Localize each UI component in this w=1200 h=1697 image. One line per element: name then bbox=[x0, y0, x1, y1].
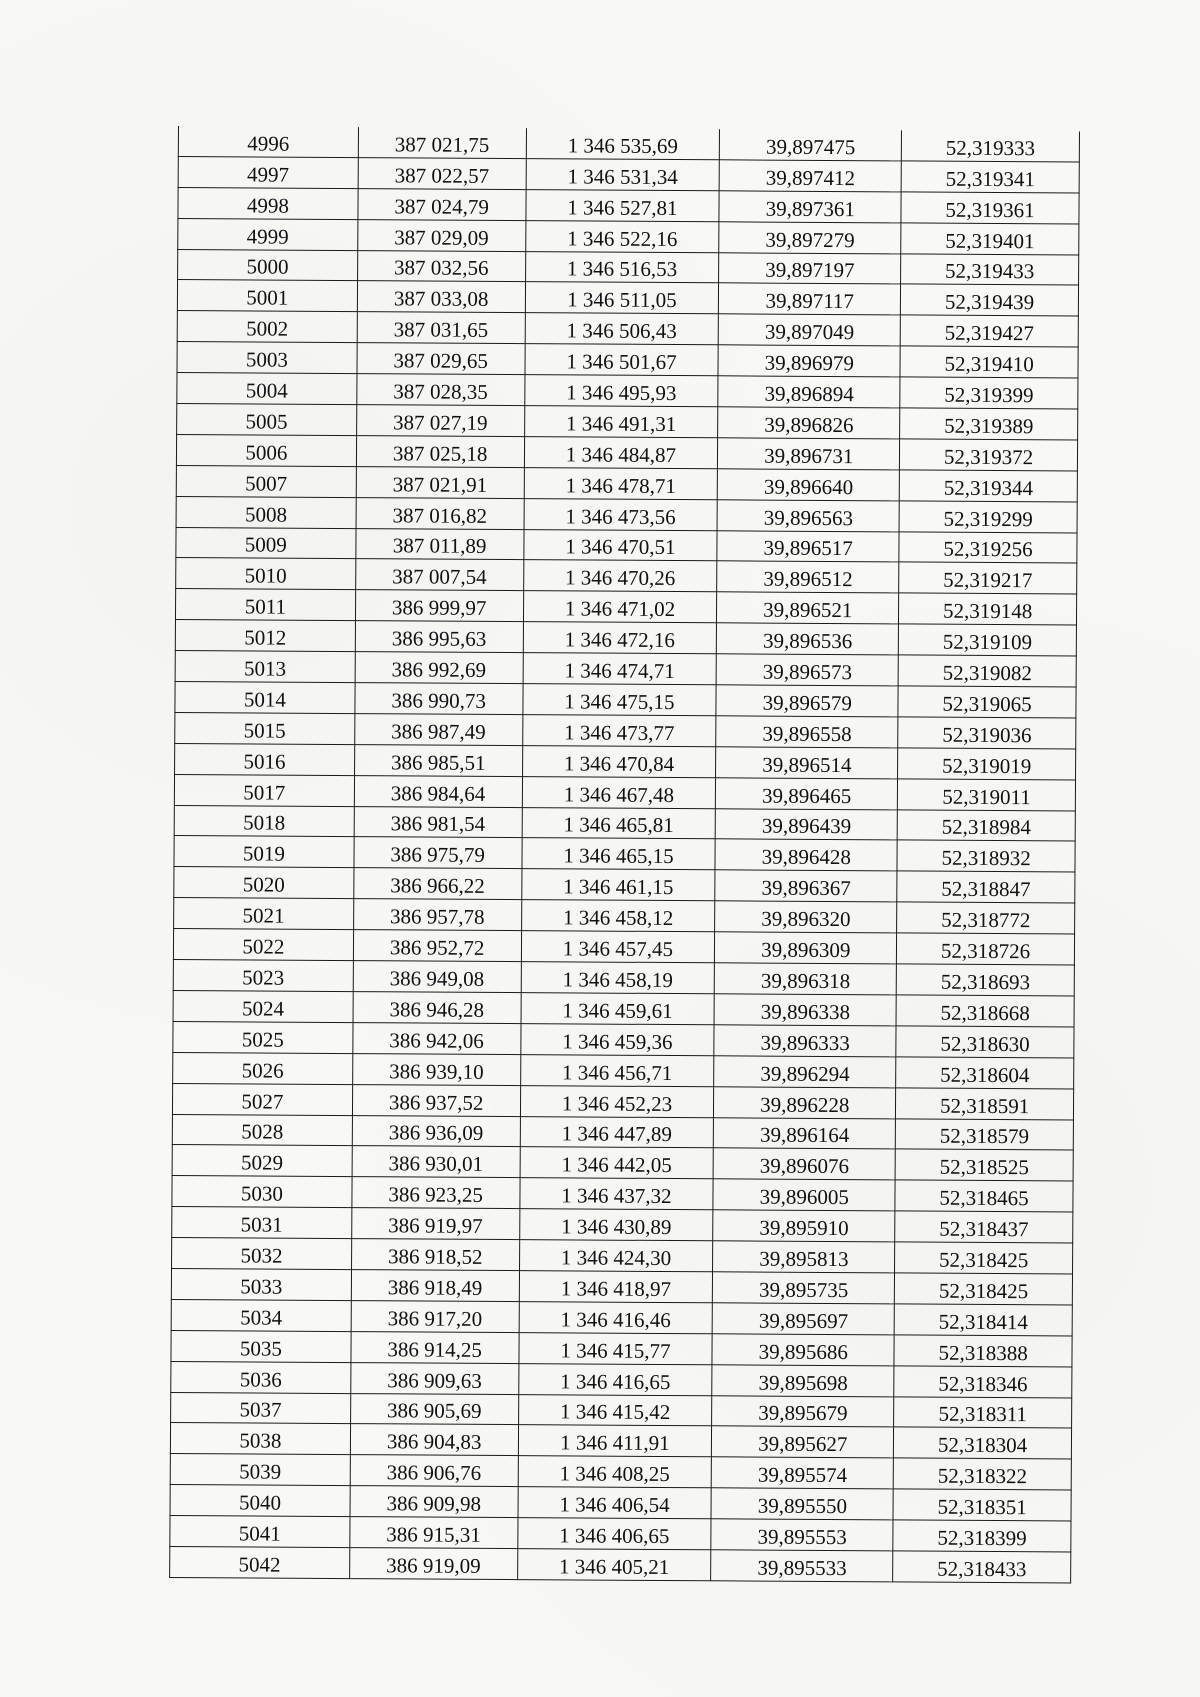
point-number-cell: 5006 bbox=[176, 434, 356, 466]
longitude-cell: 39,895813 bbox=[713, 1241, 895, 1273]
point-number-cell: 5034 bbox=[171, 1299, 351, 1331]
x-coordinate-cell: 386 985,51 bbox=[354, 744, 522, 776]
longitude-cell: 39,896517 bbox=[717, 530, 899, 562]
x-coordinate-cell: 386 992,69 bbox=[355, 652, 523, 684]
point-number-cell: 5031 bbox=[172, 1207, 352, 1239]
point-number-cell: 5001 bbox=[177, 280, 357, 312]
y-coordinate-cell: 1 346 415,42 bbox=[518, 1394, 712, 1426]
y-coordinate-cell: 1 346 457,45 bbox=[521, 931, 715, 963]
longitude-cell: 39,896076 bbox=[713, 1148, 895, 1180]
y-coordinate-cell: 1 346 456,71 bbox=[520, 1054, 714, 1086]
latitude-cell: 52,319148 bbox=[899, 593, 1077, 625]
x-coordinate-cell: 386 937,52 bbox=[352, 1084, 520, 1116]
latitude-cell: 52,318726 bbox=[897, 933, 1075, 965]
x-coordinate-cell: 387 021,75 bbox=[358, 127, 526, 158]
longitude-cell: 39,895910 bbox=[713, 1210, 895, 1242]
longitude-cell: 39,896338 bbox=[714, 994, 896, 1026]
x-coordinate-cell: 387 024,79 bbox=[358, 188, 526, 220]
y-coordinate-cell: 1 346 473,56 bbox=[524, 498, 718, 530]
longitude-cell: 39,896333 bbox=[714, 1025, 896, 1057]
latitude-cell: 52,318932 bbox=[897, 840, 1075, 872]
point-number-cell: 5003 bbox=[177, 342, 357, 374]
latitude-cell: 52,319433 bbox=[901, 253, 1079, 285]
y-coordinate-cell: 1 346 442,05 bbox=[520, 1147, 714, 1179]
latitude-cell: 52,318414 bbox=[894, 1304, 1072, 1336]
point-number-cell: 5040 bbox=[170, 1485, 350, 1517]
y-coordinate-cell: 1 346 458,12 bbox=[521, 900, 715, 932]
longitude-cell: 39,896164 bbox=[714, 1117, 896, 1149]
latitude-cell: 52,318425 bbox=[895, 1273, 1073, 1305]
point-number-cell: 5000 bbox=[178, 249, 358, 281]
x-coordinate-cell: 387 027,19 bbox=[356, 405, 524, 437]
x-coordinate-cell: 386 904,83 bbox=[350, 1424, 518, 1456]
longitude-cell: 39,895697 bbox=[713, 1303, 895, 1335]
x-coordinate-cell: 387 011,89 bbox=[356, 528, 524, 560]
point-number-cell: 5017 bbox=[174, 774, 354, 806]
longitude-cell: 39,896894 bbox=[718, 376, 900, 408]
y-coordinate-cell: 1 346 406,54 bbox=[518, 1487, 712, 1519]
y-coordinate-cell: 1 346 531,34 bbox=[526, 159, 720, 191]
y-coordinate-cell: 1 346 478,71 bbox=[524, 467, 718, 499]
x-coordinate-cell: 386 905,69 bbox=[350, 1393, 518, 1425]
latitude-cell: 52,318847 bbox=[897, 871, 1075, 903]
latitude-cell: 52,319256 bbox=[899, 531, 1077, 563]
y-coordinate-cell: 1 346 452,23 bbox=[520, 1085, 714, 1117]
y-coordinate-cell: 1 346 484,87 bbox=[524, 437, 718, 469]
longitude-cell: 39,895679 bbox=[712, 1395, 894, 1427]
longitude-cell: 39,896826 bbox=[718, 407, 900, 439]
latitude-cell: 52,319065 bbox=[898, 686, 1076, 718]
y-coordinate-cell: 1 346 472,16 bbox=[523, 622, 717, 654]
latitude-cell: 52,318351 bbox=[893, 1489, 1071, 1521]
y-coordinate-cell: 1 346 491,31 bbox=[524, 406, 718, 438]
latitude-cell: 52,318579 bbox=[895, 1118, 1073, 1150]
point-number-cell: 5038 bbox=[170, 1423, 350, 1455]
x-coordinate-cell: 386 966,22 bbox=[354, 868, 522, 900]
longitude-cell: 39,896514 bbox=[716, 747, 898, 779]
y-coordinate-cell: 1 346 459,36 bbox=[520, 1023, 714, 1055]
x-coordinate-cell: 386 995,63 bbox=[355, 621, 523, 653]
x-coordinate-cell: 387 033,08 bbox=[357, 281, 525, 313]
y-coordinate-cell: 1 346 415,77 bbox=[518, 1332, 712, 1364]
longitude-cell: 39,897279 bbox=[719, 221, 901, 253]
x-coordinate-cell: 386 984,64 bbox=[354, 775, 522, 807]
longitude-cell: 39,896228 bbox=[714, 1086, 896, 1118]
latitude-cell: 52,318425 bbox=[895, 1242, 1073, 1274]
longitude-cell: 39,895574 bbox=[712, 1457, 894, 1489]
x-coordinate-cell: 386 923,25 bbox=[352, 1177, 520, 1209]
longitude-cell: 39,897361 bbox=[719, 191, 901, 223]
longitude-cell: 39,896731 bbox=[718, 438, 900, 470]
latitude-cell: 52,318304 bbox=[894, 1427, 1072, 1459]
y-coordinate-cell: 1 346 473,77 bbox=[522, 715, 716, 747]
latitude-cell: 52,319401 bbox=[901, 223, 1079, 255]
point-number-cell: 5024 bbox=[173, 990, 353, 1022]
x-coordinate-cell: 387 022,57 bbox=[358, 157, 526, 189]
x-coordinate-cell: 386 949,08 bbox=[353, 961, 521, 993]
x-coordinate-cell: 386 918,52 bbox=[351, 1239, 519, 1271]
latitude-cell: 52,318437 bbox=[895, 1211, 1073, 1243]
x-coordinate-cell: 386 981,54 bbox=[354, 806, 522, 838]
x-coordinate-cell: 387 029,65 bbox=[357, 343, 525, 375]
point-number-cell: 5041 bbox=[170, 1516, 350, 1548]
point-number-cell: 5042 bbox=[170, 1546, 350, 1578]
latitude-cell: 52,319036 bbox=[898, 717, 1076, 749]
point-number-cell: 5026 bbox=[173, 1052, 353, 1084]
latitude-cell: 52,318311 bbox=[894, 1396, 1072, 1428]
longitude-cell: 39,896536 bbox=[717, 623, 899, 655]
x-coordinate-cell: 387 032,56 bbox=[357, 250, 525, 282]
longitude-cell: 39,895735 bbox=[713, 1272, 895, 1304]
y-coordinate-cell: 1 346 405,21 bbox=[517, 1549, 711, 1581]
longitude-cell: 39,895533 bbox=[711, 1550, 893, 1582]
point-number-cell: 5007 bbox=[176, 465, 356, 497]
latitude-cell: 52,319410 bbox=[900, 346, 1078, 378]
longitude-cell: 39,896573 bbox=[716, 654, 898, 686]
y-coordinate-cell: 1 346 475,15 bbox=[522, 684, 716, 716]
latitude-cell: 52,319011 bbox=[898, 779, 1076, 811]
x-coordinate-cell: 386 946,28 bbox=[353, 992, 521, 1024]
y-coordinate-cell: 1 346 495,93 bbox=[524, 375, 718, 407]
x-coordinate-cell: 386 987,49 bbox=[355, 714, 523, 746]
latitude-cell: 52,318465 bbox=[895, 1180, 1073, 1212]
x-coordinate-cell: 387 025,18 bbox=[356, 436, 524, 468]
latitude-cell: 52,318693 bbox=[896, 964, 1074, 996]
coordinates-table bbox=[169, 126, 1080, 1583]
latitude-cell: 52,319439 bbox=[901, 284, 1079, 316]
x-coordinate-cell: 386 939,10 bbox=[352, 1053, 520, 1085]
y-coordinate-cell: 1 346 416,46 bbox=[519, 1301, 713, 1333]
point-number-cell: 4997 bbox=[178, 156, 358, 188]
longitude-cell: 39,895698 bbox=[712, 1364, 894, 1396]
latitude-cell: 52,318322 bbox=[893, 1458, 1071, 1490]
latitude-cell: 52,319299 bbox=[899, 501, 1077, 533]
point-number-cell: 5011 bbox=[175, 589, 355, 621]
point-number-cell: 5005 bbox=[177, 404, 357, 436]
point-number-cell: 5020 bbox=[174, 867, 354, 899]
point-number-cell: 4996 bbox=[178, 126, 358, 157]
latitude-cell: 52,318591 bbox=[896, 1088, 1074, 1120]
point-number-cell: 5016 bbox=[175, 743, 355, 775]
latitude-cell: 52,318399 bbox=[893, 1520, 1071, 1552]
longitude-cell: 39,896005 bbox=[713, 1179, 895, 1211]
y-coordinate-cell: 1 346 527,81 bbox=[525, 189, 719, 221]
latitude-cell: 52,319361 bbox=[901, 192, 1079, 224]
point-number-cell: 5012 bbox=[175, 620, 355, 652]
longitude-cell: 39,896521 bbox=[717, 592, 899, 624]
longitude-cell: 39,896512 bbox=[717, 561, 899, 593]
latitude-cell: 52,318630 bbox=[896, 1026, 1074, 1058]
y-coordinate-cell: 1 346 474,71 bbox=[523, 653, 717, 685]
longitude-cell: 39,896294 bbox=[714, 1056, 896, 1088]
point-number-cell: 5018 bbox=[174, 805, 354, 837]
x-coordinate-cell: 386 952,72 bbox=[353, 930, 521, 962]
point-number-cell: 5029 bbox=[172, 1145, 352, 1177]
x-coordinate-cell: 386 975,79 bbox=[354, 837, 522, 869]
longitude-cell: 39,895553 bbox=[711, 1519, 893, 1551]
longitude-cell: 39,896367 bbox=[715, 870, 897, 902]
point-number-cell: 5032 bbox=[172, 1238, 352, 1270]
y-coordinate-cell: 1 346 458,19 bbox=[521, 962, 715, 994]
y-coordinate-cell: 1 346 424,30 bbox=[519, 1240, 713, 1272]
longitude-cell: 39,897049 bbox=[719, 314, 901, 346]
x-coordinate-cell: 387 031,65 bbox=[357, 312, 525, 344]
point-number-cell: 5022 bbox=[173, 929, 353, 961]
point-number-cell: 5015 bbox=[175, 712, 355, 744]
point-number-cell: 5028 bbox=[172, 1114, 352, 1146]
x-coordinate-cell: 387 021,91 bbox=[356, 466, 524, 498]
latitude-cell: 52,319372 bbox=[900, 439, 1078, 471]
x-coordinate-cell: 386 919,97 bbox=[352, 1208, 520, 1240]
point-number-cell: 5004 bbox=[177, 373, 357, 405]
x-coordinate-cell: 386 936,09 bbox=[352, 1115, 520, 1147]
latitude-cell: 52,319341 bbox=[901, 161, 1079, 193]
longitude-cell: 39,896640 bbox=[718, 469, 900, 501]
y-coordinate-cell: 1 346 406,65 bbox=[517, 1518, 711, 1550]
y-coordinate-cell: 1 346 418,97 bbox=[519, 1271, 713, 1303]
latitude-cell: 52,319399 bbox=[900, 377, 1078, 409]
x-coordinate-cell: 386 942,06 bbox=[353, 1022, 521, 1054]
y-coordinate-cell: 1 346 430,89 bbox=[519, 1209, 713, 1241]
point-number-cell: 5025 bbox=[173, 1021, 353, 1053]
latitude-cell: 52,318433 bbox=[893, 1551, 1071, 1583]
table-row bbox=[170, 1546, 1071, 1582]
longitude-cell: 39,897197 bbox=[719, 252, 901, 284]
longitude-cell: 39,897475 bbox=[720, 129, 902, 161]
y-coordinate-cell: 1 346 535,69 bbox=[526, 128, 720, 160]
y-coordinate-cell: 1 346 467,48 bbox=[522, 776, 716, 808]
latitude-cell: 52,319389 bbox=[900, 408, 1078, 440]
latitude-cell: 52,318388 bbox=[894, 1335, 1072, 1367]
x-coordinate-cell: 386 957,78 bbox=[353, 899, 521, 931]
y-coordinate-cell: 1 346 470,84 bbox=[522, 745, 716, 777]
latitude-cell: 52,319109 bbox=[898, 624, 1076, 656]
y-coordinate-cell: 1 346 506,43 bbox=[525, 313, 719, 345]
y-coordinate-cell: 1 346 459,61 bbox=[521, 993, 715, 1025]
y-coordinate-cell: 1 346 465,15 bbox=[521, 838, 715, 870]
y-coordinate-cell: 1 346 516,53 bbox=[525, 251, 719, 283]
longitude-cell: 39,896465 bbox=[716, 778, 898, 810]
longitude-cell: 39,896439 bbox=[716, 808, 898, 840]
longitude-cell: 39,896563 bbox=[717, 499, 899, 531]
y-coordinate-cell: 1 346 437,32 bbox=[519, 1178, 713, 1210]
point-number-cell: 5035 bbox=[171, 1330, 351, 1362]
point-number-cell: 5014 bbox=[175, 682, 355, 714]
latitude-cell: 52,319019 bbox=[898, 748, 1076, 780]
longitude-cell: 39,896979 bbox=[718, 345, 900, 377]
y-coordinate-cell: 1 346 522,16 bbox=[525, 220, 719, 252]
x-coordinate-cell: 387 028,35 bbox=[357, 374, 525, 406]
longitude-cell: 39,895686 bbox=[712, 1334, 894, 1366]
x-coordinate-cell: 387 029,09 bbox=[358, 219, 526, 251]
longitude-cell: 39,896579 bbox=[716, 685, 898, 717]
latitude-cell: 52,319427 bbox=[900, 315, 1078, 347]
longitude-cell: 39,895550 bbox=[711, 1488, 893, 1520]
x-coordinate-cell: 387 007,54 bbox=[355, 559, 523, 591]
x-coordinate-cell: 386 915,31 bbox=[350, 1517, 518, 1549]
longitude-cell: 39,896320 bbox=[715, 901, 897, 933]
y-coordinate-cell: 1 346 501,67 bbox=[525, 344, 719, 376]
point-number-cell: 5021 bbox=[174, 898, 354, 930]
point-number-cell: 5036 bbox=[171, 1361, 351, 1393]
x-coordinate-cell: 386 914,25 bbox=[351, 1331, 519, 1363]
x-coordinate-cell: 387 016,82 bbox=[356, 497, 524, 529]
coordinates-table-body bbox=[170, 126, 1080, 1583]
latitude-cell: 52,318984 bbox=[897, 810, 1075, 842]
latitude-cell: 52,319217 bbox=[899, 562, 1077, 594]
point-number-cell: 5008 bbox=[176, 496, 356, 528]
x-coordinate-cell: 386 990,73 bbox=[355, 683, 523, 715]
latitude-cell: 52,319082 bbox=[898, 655, 1076, 687]
y-coordinate-cell: 1 346 465,81 bbox=[522, 807, 716, 839]
x-coordinate-cell: 386 919,09 bbox=[349, 1548, 517, 1580]
point-number-cell: 5010 bbox=[176, 558, 356, 590]
y-coordinate-cell: 1 346 470,26 bbox=[523, 560, 717, 592]
latitude-cell: 52,318346 bbox=[894, 1366, 1072, 1398]
point-number-cell: 5009 bbox=[176, 527, 356, 559]
x-coordinate-cell: 386 909,63 bbox=[351, 1362, 519, 1394]
latitude-cell: 52,319333 bbox=[901, 130, 1079, 161]
latitude-cell: 52,318604 bbox=[896, 1057, 1074, 1089]
x-coordinate-cell: 386 918,49 bbox=[351, 1270, 519, 1302]
longitude-cell: 39,896428 bbox=[715, 839, 897, 871]
longitude-cell: 39,896558 bbox=[716, 716, 898, 748]
point-number-cell: 5027 bbox=[172, 1083, 352, 1115]
point-number-cell: 5033 bbox=[171, 1268, 351, 1300]
point-number-cell: 5002 bbox=[177, 311, 357, 343]
y-coordinate-cell: 1 346 461,15 bbox=[521, 869, 715, 901]
x-coordinate-cell: 386 999,97 bbox=[355, 590, 523, 622]
y-coordinate-cell: 1 346 416,65 bbox=[518, 1363, 712, 1395]
y-coordinate-cell: 1 346 511,05 bbox=[525, 282, 719, 314]
latitude-cell: 52,318772 bbox=[897, 902, 1075, 934]
x-coordinate-cell: 386 909,98 bbox=[350, 1486, 518, 1518]
longitude-cell: 39,896318 bbox=[715, 963, 897, 995]
y-coordinate-cell: 1 346 470,51 bbox=[523, 529, 717, 561]
point-number-cell: 5023 bbox=[173, 960, 353, 992]
y-coordinate-cell: 1 346 471,02 bbox=[523, 591, 717, 623]
point-number-cell: 4998 bbox=[178, 187, 358, 219]
latitude-cell: 52,318668 bbox=[896, 995, 1074, 1027]
point-number-cell: 4999 bbox=[178, 218, 358, 250]
point-number-cell: 5037 bbox=[171, 1392, 351, 1424]
x-coordinate-cell: 386 906,76 bbox=[350, 1455, 518, 1487]
x-coordinate-cell: 386 930,01 bbox=[352, 1146, 520, 1178]
point-number-cell: 5039 bbox=[170, 1454, 350, 1486]
point-number-cell: 5013 bbox=[175, 651, 355, 683]
latitude-cell: 52,319344 bbox=[899, 470, 1077, 502]
longitude-cell: 39,895627 bbox=[712, 1426, 894, 1458]
longitude-cell: 39,896309 bbox=[715, 932, 897, 964]
y-coordinate-cell: 1 346 447,89 bbox=[520, 1116, 714, 1148]
y-coordinate-cell: 1 346 408,25 bbox=[518, 1456, 712, 1488]
latitude-cell: 52,318525 bbox=[895, 1149, 1073, 1181]
y-coordinate-cell: 1 346 411,91 bbox=[518, 1425, 712, 1457]
x-coordinate-cell: 386 917,20 bbox=[351, 1300, 519, 1332]
point-number-cell: 5019 bbox=[174, 836, 354, 868]
point-number-cell: 5030 bbox=[172, 1176, 352, 1208]
longitude-cell: 39,897117 bbox=[719, 283, 901, 315]
longitude-cell: 39,897412 bbox=[720, 160, 902, 192]
